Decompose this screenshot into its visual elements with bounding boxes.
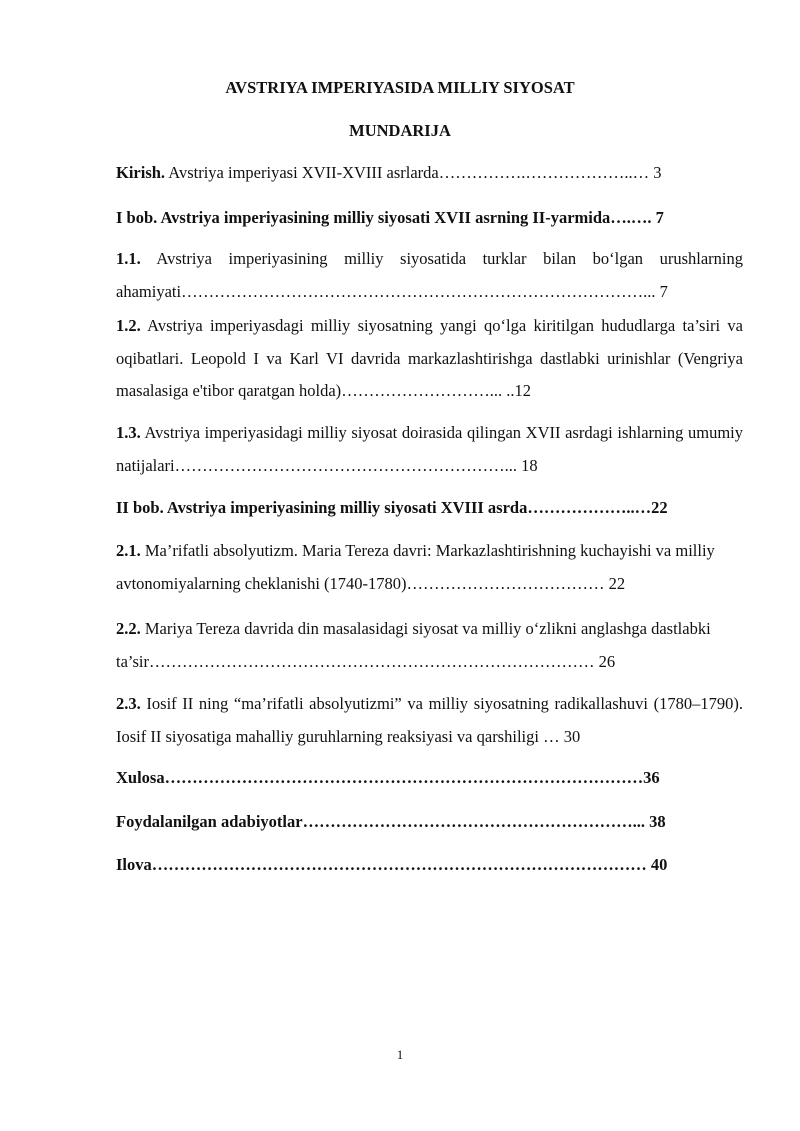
page-number: 1 xyxy=(396,1047,404,1062)
toc-entry-lead: 1.1. xyxy=(116,249,141,268)
toc-entry-chapter-2 xyxy=(116,492,743,525)
toc-entry-page: 40 xyxy=(646,855,668,874)
toc-entry-page: 30 xyxy=(559,726,581,746)
toc-entry-2-2 xyxy=(116,613,743,678)
toc-entry-page: 18 xyxy=(517,455,538,475)
toc-entry-conclusion xyxy=(116,762,743,795)
toc-entry-page: 12 xyxy=(514,381,531,400)
toc-entry-lead: 1.3. xyxy=(116,423,141,442)
toc-entry-dots: …………………………………………………………………………… xyxy=(164,768,644,787)
toc-entry-1-2 xyxy=(116,310,743,408)
toc-entry-lead: Xulosa xyxy=(116,768,165,787)
toc-entry-dots: ……………………………… xyxy=(406,573,605,593)
toc-entry-chapter-1 xyxy=(116,202,743,235)
toc-entry-text: Avstriya imperiyasidagi milliy siyosat doirasida qilingan XVII asrdagi ishlarning umumiy natijalari xyxy=(116,423,743,475)
toc-entry-text: Avstriya imperiyasdagi milliy siyosatning yangi qo‘lga kiritilgan hududlarga ta’siri va oqibatlari. Leopold I va Karl VI davrida markazlashtirishga dastlabki urinishlar (Vengriya masalasiga e'tibor qaratgan holda) xyxy=(116,316,743,400)
toc-entry-lead: 1.2. xyxy=(116,316,141,335)
toc-entry-dots: ………………..… xyxy=(527,498,652,517)
toc-entry-text: Avstriya imperiyasi XVII-XVIII asrlarda xyxy=(165,163,439,182)
toc-entry-2-1 xyxy=(116,535,743,600)
toc-entry-dots: ……………………………………………………... xyxy=(302,812,645,831)
toc-entry-page: 7 xyxy=(651,208,664,227)
toc-entry-page: 36 xyxy=(643,768,660,787)
toc-entry-page: 26 xyxy=(594,651,616,671)
toc-heading: MUNDARIJA xyxy=(349,121,451,140)
toc-entry-dots: ……………………………………………………... xyxy=(174,455,518,475)
toc-entry-dots: ….…. xyxy=(610,208,652,227)
toc-entry-page: 22 xyxy=(651,498,668,517)
toc-entry-introduction xyxy=(116,157,743,190)
toc-entry-1-3 xyxy=(116,417,743,482)
toc-entry-page: 38 xyxy=(644,812,666,831)
toc-entry-1-1 xyxy=(116,243,743,308)
toc-entry-lead: 2.1. xyxy=(116,541,141,560)
toc-entry-page: 3 xyxy=(649,163,662,182)
toc-entry-2-3 xyxy=(116,688,743,753)
toc-entry-dots: ……………………………………………………………………………… xyxy=(151,855,647,874)
toc-entry-text: Mariya Tereza davrida din masalasidagi siyosat va milliy o‘zlikni anglashga dastlabki ta’sir xyxy=(116,619,711,671)
toc-entry-lead: Foydalanilgan adabiyotlar xyxy=(116,812,303,831)
toc-entry-lead: Kirish. xyxy=(116,163,166,182)
toc-entry-lead: II bob. Avstriya imperiyasining milliy siyosati XVIII asrda xyxy=(116,498,528,517)
toc-entry-dots: … xyxy=(538,726,560,746)
document-title: AVSTRIYA IMPERIYASIDA MILLIY SIYOSAT xyxy=(225,78,575,97)
toc-entry-text: Ma’rifatli absolyutizm. Maria Tereza davri: Markazlashtirishning kuchayishi va milliy avtonomiyalarning cheklanishi (1740-1780) xyxy=(116,541,715,593)
toc-entry-page: 7 xyxy=(655,281,668,301)
toc-entry-lead: 2.3. xyxy=(116,694,141,713)
toc-entry-lead: 2.2. xyxy=(116,619,141,638)
toc-entry-lead: I bob. Avstriya imperiyasining milliy siyosati XVII asrning II-yarmida xyxy=(116,208,611,227)
toc-entry-dots: ……………………………………………………………………… xyxy=(149,651,595,671)
toc-entry-text: Avstriya imperiyasining milliy siyosatida turklar bilan bo‘lgan urushlarning ahamiyati xyxy=(116,249,743,301)
toc-entry-references xyxy=(116,806,743,839)
toc-entry-dots: …………….………………..… xyxy=(438,163,650,182)
toc-entry-dots: ………………………... .. xyxy=(341,381,515,400)
toc-entry-lead: Ilova xyxy=(116,855,152,874)
toc-entry-page: 22 xyxy=(604,573,626,593)
toc-entry-appendix xyxy=(116,849,743,882)
toc-entry-text: Iosif II ning “ma’rifatli absolyutizmi” va milliy siyosatning radikallashuvi (1780–1790). Iosif II siyosatiga mahalliy guruhlarning reaksiyasi va qarshiligi xyxy=(116,694,743,746)
toc-entry-dots: …………………………………………………………………………... xyxy=(181,281,656,301)
